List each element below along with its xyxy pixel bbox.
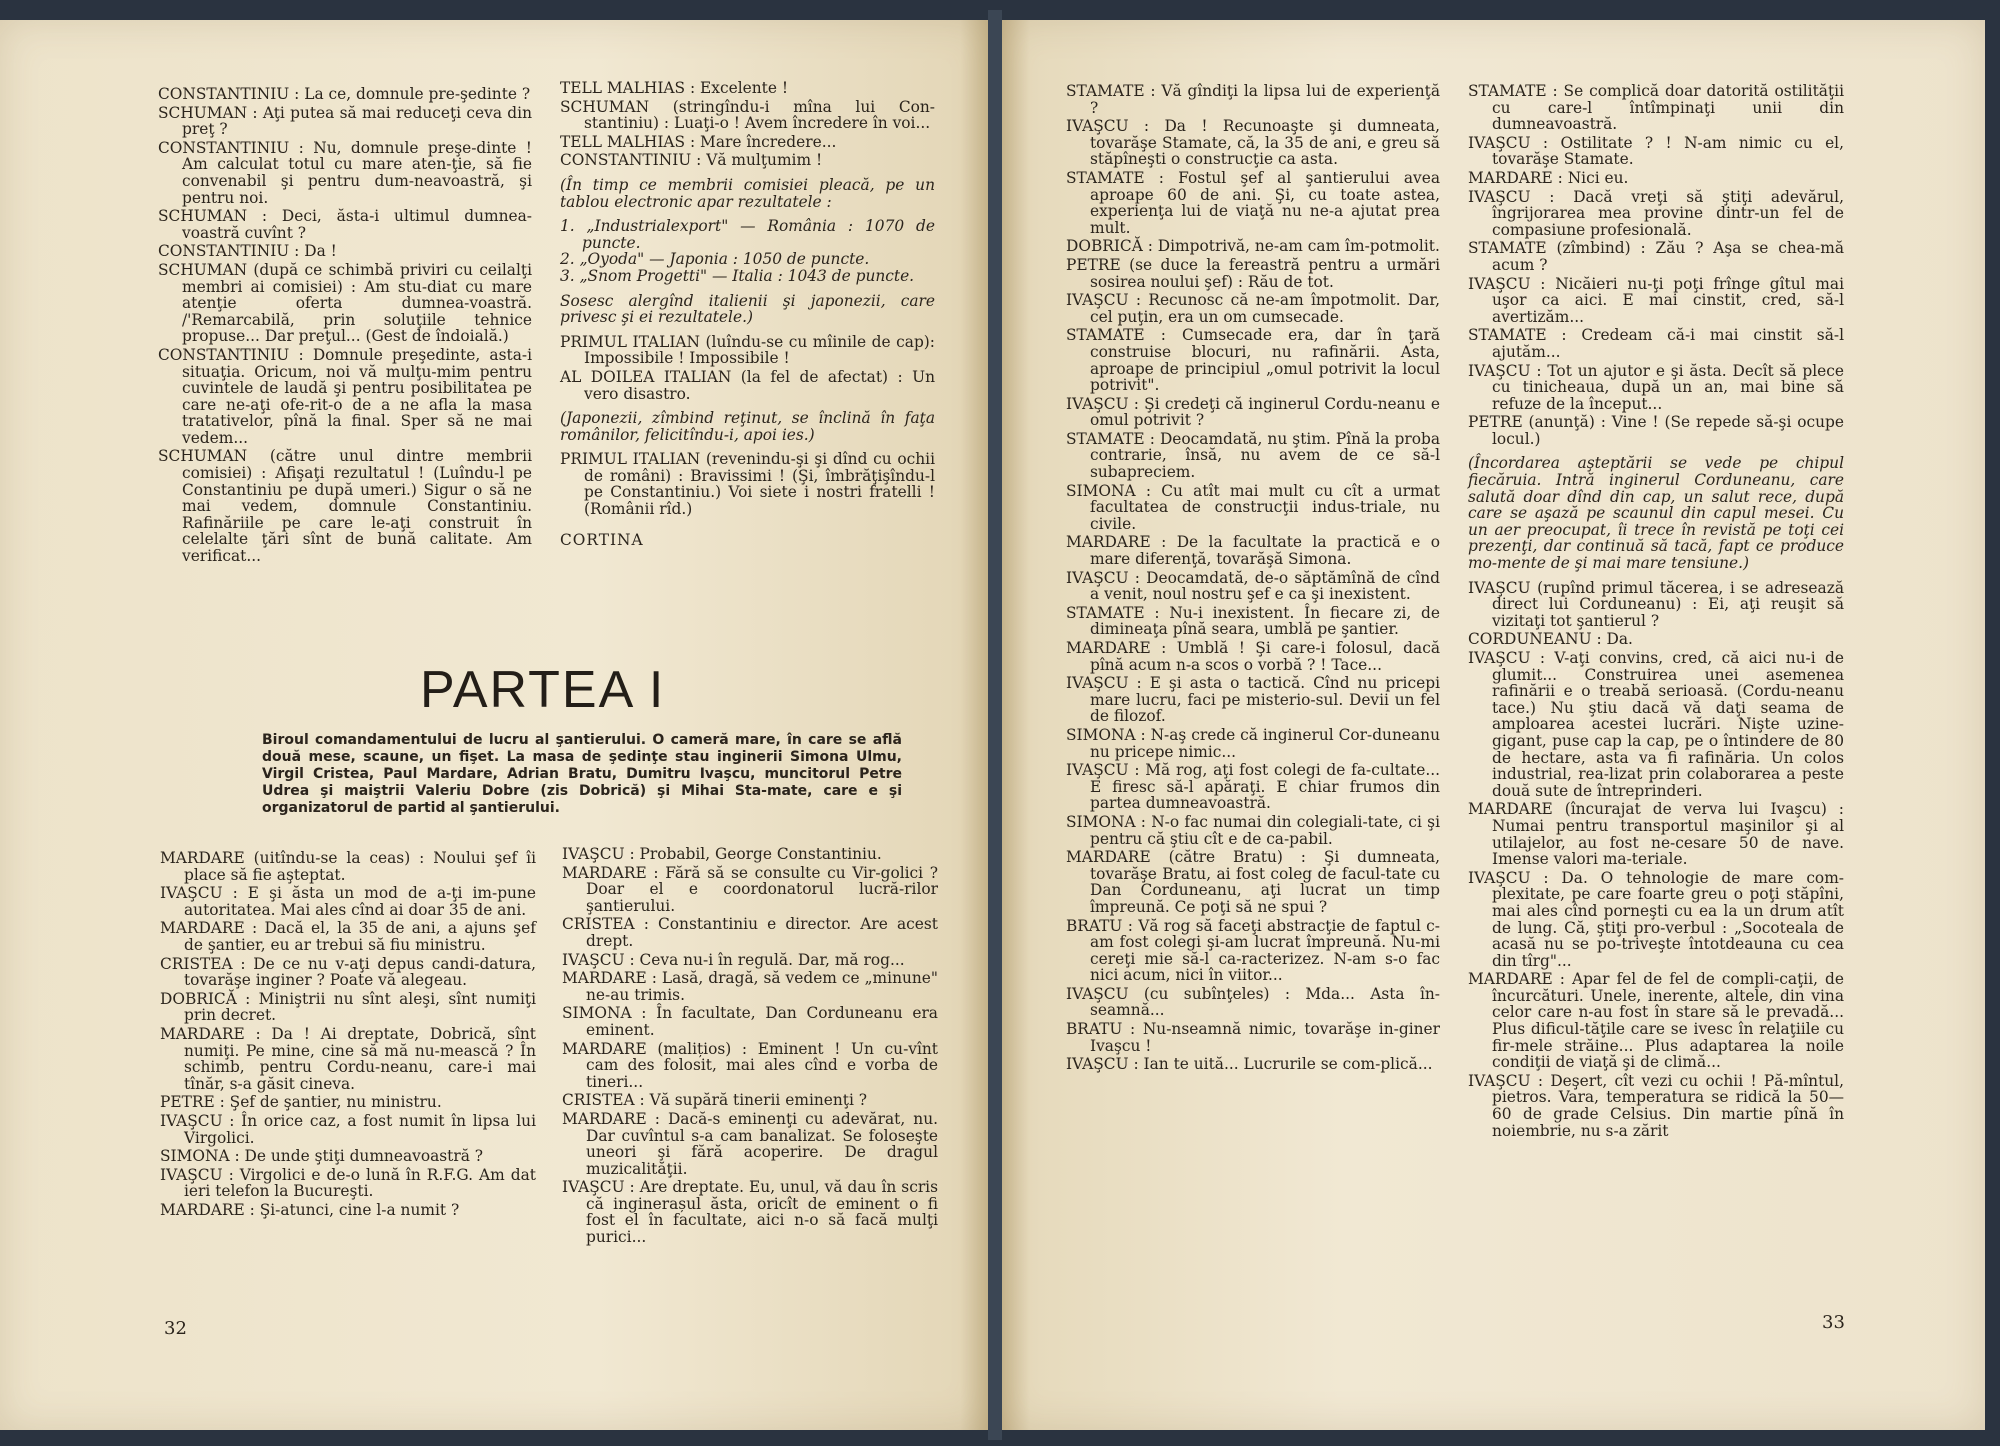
dialogue-line: SCHUMAN (stringîndu-i mîna lui Con-stantiniu) : Luaţi-o ! Avem încredere în voi... [560, 97, 935, 133]
dialogue-line: STAMATE : Vă gîndiţi la lipsa lui de experienţă ? [1066, 82, 1440, 117]
dialogue-line: IVAŞCU : Are dreptate. Eu, unul, vă dau în scris că inginerașul ăsta, oricît de eminent o fi fost el în facultate, aici n-o să facă mulţi purici... [562, 1178, 938, 1247]
dialogue-line: IVAŞCU : Ian te uită... Lucrurile se com-plică... [1066, 1055, 1433, 1074]
dialogue-line: SCHUMAN (după ce schimbă priviri cu ceilalţi membri ai comisiei) : Am stu-diat cu mare atenţie oferta dumnea-voastră. /'Remarcabilă, prin soluţiile tehnice propuse... Dar preţul... (Gest de îndoială.) [158, 260, 532, 346]
dialogue-line: MARDARE (uitîndu-se la ceas) : Noului şef îi place să fie aşteptat. [160, 849, 536, 884]
dialogue-line: IVAŞCU : Da ! Recunoaşte şi dumneata, tovarăşe Stamate, că, la 35 de ani, e greu să stăpîneşti o construcţie ca asta. [1066, 117, 1440, 169]
dialogue-line: PETRE : Şef de şantier, nu ministru. [160, 1093, 442, 1112]
dialogue-line: IVAŞCU : Şi credeţi că inginerul Cordu-neanu e omul potrivit ? [1066, 394, 1440, 430]
dialogue-line: CONSTANTINIU : La ce, domnule pre-şedinte ? [158, 85, 531, 103]
dialogue-line: SIMONA : N-aş crede că inginerul Cor-duneanu nu pricepe nimic... [1066, 725, 1440, 761]
dialogue-line: SIMONA : N-o fac numai din colegiali-tate, ci şi pentru că ştiu cît e de ca-pabil. [1066, 812, 1440, 848]
dialogue-line: IVAŞCU : Mă rog, aţi fost colegi de fa-cultate... E firesc să-l apăraţi. E chiar frumos din partea dumneavoastră. [1066, 761, 1440, 813]
dialogue-line: CRISTEA : Constantiniu e director. Are acest drept. [562, 915, 938, 950]
dialogue-line: SCHUMAN : Aţi putea să mai reduceţi ceva din preţ ? [158, 103, 532, 139]
dialogue-line: STAMATE (zîmbind) : Zău ? Aşa se chea-mă acum ? [1468, 239, 1844, 274]
dialogue-line: IVAŞCU : Probabil, George Constantiniu. [562, 845, 882, 863]
book-gutter [988, 10, 1002, 1440]
dialogue-line: PRIMUL ITALIAN (luîndu-se cu mîinile de cap): Impossibile ! Impossibile ! [560, 332, 935, 368]
dialogue-line: STAMATE : Credeam că-i mai cinstit să-l ajutăm... [1468, 326, 1844, 361]
dialogue-line: IVAŞCU : Nicăieri nu-ţi poţi frînge gîtul mai uşor ca aici. E mai cinstit, cred, să-l avertizăm... [1468, 274, 1844, 326]
dialogue-line: IVAŞCU : E şi asta o tactică. Cînd nu pricepi mare lucru, faci pe misterio-sul. Devii un fel de filozof. [1066, 674, 1440, 726]
dialogue-line: IVAŞCU : Virgolici e de-o lună în R.F.G. Am dat ieri telefon la Bucureşti. [160, 1165, 536, 1201]
dialogue-line: MARDARE (către Bratu) : Şi dumneata, tovarăşe Bratu, ai fost coleg de facul-tate cu Dan Corduneanu, aţi lucrat un timp împreună. Ce poţi să ne spui ? [1066, 848, 1440, 916]
page-number-right: 33 [1822, 1312, 1845, 1333]
dialogue-line: MARDARE : De la facultate la practică e o mare diferenţă, tovarăşă Simona. [1066, 533, 1440, 569]
dialogue-line: IVAŞCU : Recunosc că ne-am împotmolit. Dar, cel puţin, era un om cumsecade. [1066, 291, 1440, 326]
dialogue-line: CONSTANTINIU : Nu, domnule preşe-dinte ! Am calculat totul cu mare aten-ţie, să fie convenabil şi pentru dum-neavoastră, şi pentru noi. [158, 138, 532, 207]
dialogue-line: CONSTANTINIU : Vă mulţumim ! [560, 151, 823, 170]
left-column-3 [160, 850, 536, 1220]
dialogue-line: MARDARE (malițios) : Eminent ! Un cu-vînt cam des folosit, mai ales cînd e vorba de tineri... [562, 1039, 938, 1091]
result-list-item: 1. „Industrialexport" — România : 1070 de puncte. [560, 217, 935, 252]
dialogue-line: STAMATE : Fostul şef al şantierului avea aproape 60 de ani. Şi, cu toate astea, experienţa lui de viaţă nu ne-a ajutat prea mult. [1066, 168, 1440, 237]
dialogue-line: SIMONA : În facultate, Dan Corduneanu era eminent. [562, 1004, 938, 1039]
dialogue-line: BRATU : Vă rog să faceţi abstracţie de faptul c-am fost colegi şi-am lucrat împreună. Nu-mi cereţi mie să-l ca-racterizez. N-am s-o fac nici acum, nici în viitor... [1066, 916, 1440, 985]
dialogue-line: IVAŞCU (cu subînţeles) : Mda... Asta în-seamnă... [1066, 984, 1440, 1020]
dialogue-line: SCHUMAN (către unul dintre membrii comisiei) : Afişaţi rezultatul ! (Luîndu-l pe Constantiniu pe după umeri.) Sigur o să ne mai vedem, domnule Constantiniu. Rafinăriile pe care le-aţi construit în celelalte ţări sînt de bună calitate. Am verificat... [158, 447, 532, 566]
left-column-2 [560, 80, 935, 550]
dialogue-line: PETRE (anunţă) : Vine ! (Se repede să-şi ocupe locul.) [1468, 413, 1844, 448]
dialogue-line: IVAŞCU : Ostilitate ? ! N-am nimic cu el, tovarăşe Stamate. [1468, 133, 1844, 169]
dialogue-line: MARDARE : Nici eu. [1468, 168, 1629, 187]
dialogue-line: STAMATE : Deocamdată, nu ştim. Pînă la proba contrarie, însă, nu avem de ce să-l subapreciem. [1066, 429, 1440, 482]
dialogue-line: TELL MALHIAS : Mare încredere... [560, 132, 837, 151]
dialogue-line: MARDARE : Apar fel de fel de compli-caţii, de încurcături. Unele, inerente, altele, din vina celor care n-au fost în stare să le prevadă... Plus dificul-tăţile care se ivesc în relaţiile cu fir-mele străine... Plus adaptarea la noile condiţii de viaţă şi de climă... [1468, 970, 1844, 1072]
dialogue-line: SCHUMAN : Deci, ăsta-i ultimul dumnea-voastră cuvînt ? [158, 207, 532, 242]
dialogue-line: PRIMUL ITALIAN (revenindu-şi şi dînd cu ochii de români) : Bravissimi ! (Şi, îmbrăţişîndu-l pe Constantiniu.) Voi siete i nostri fratelli ! (Românii rîd.) [560, 450, 935, 519]
dialogue-line: SIMONA : De unde ştiţi dumneavoastră ? [160, 1147, 484, 1166]
dialogue-line: MARDARE : Dacă-s eminenţi cu adevărat, nu. Dar cuvîntul s-a cam banalizat. Se foloseşte uneori şi fără acoperire. De dragul muzicalităţii. [562, 1109, 938, 1178]
right-column-2 [1468, 83, 1844, 1141]
dialogue-line: MARDARE : Dacă el, la 35 de ani, a ajuns şef de şantier, eu ar trebui să fiu ministru. [160, 919, 536, 954]
result-list-item: 2. „Oyoda" — Japonia : 1050 de puncte. [560, 250, 870, 269]
dialogue-line: IVAŞCU : Deşert, cît vezi cu ochii ! Pă-mîntul, pietros. Vara, temperatura se ridică la 50—60 de grade Celsius. Din martie pînă în noiembrie, nu s-a zărit [1468, 1071, 1844, 1140]
right-column-1 [1066, 83, 1440, 1075]
dialogue-line: MARDARE : Fără să se consulte cu Vir-golici ? Doar el e coordonatorul lucră-rilor şantierului. [562, 863, 938, 915]
dialogue-line: MARDARE : Lasă, dragă, să vedem ce „minune" ne-au trimis. [562, 969, 938, 1004]
dialogue-line: MARDARE : Şi-atunci, cine l-a numit ? [160, 1200, 460, 1219]
dialogue-line: MARDARE : Umblă ! Şi care-i folosul, dacă pînă acum n-a scos o vorbă ? ! Tace... [1066, 639, 1440, 674]
stage-direction: Sosesc alergînd italienii şi japonezii, care privesc şi ei rezultatele.) [560, 291, 935, 327]
left-column-1 [158, 86, 532, 567]
dialogue-line: IVAŞCU : În orice caz, a fost numit în lipsa lui Virgolici. [160, 1111, 536, 1147]
page-number-left: 32 [164, 1318, 187, 1339]
dialogue-line: IVAŞCU : Deocamdată, de-o săptămînă de cînd a venit, noul nostru şef e ca şi inexistent. [1066, 568, 1440, 604]
dialogue-line: IVAŞCU (rupînd primul tăcerea, i se adresează direct lui Corduneanu) : Ei, aţi reuşit să vizitaţi tot şantierul ? [1468, 578, 1844, 630]
dialogue-line: CRISTEA : De ce nu v-aţi depus candi-datura, tovarăşe inginer ? Poate vă alegeau. [160, 954, 536, 990]
dialogue-line: IVAŞCU : Tot un ajutor e şi ăsta. Decît să plece cu tinicheaua, după un an, mai bine să refuze de la început... [1468, 361, 1844, 413]
result-list-item: 3. „Snom Progetti" — Italia : 1043 de puncte. [560, 266, 915, 285]
dialogue-line: DOBRICĂ : Miniştrii nu sînt aleşi, sînt numiţi prin decret. [160, 989, 536, 1025]
dialogue-line: AL DOILEA ITALIAN (la fel de afectat) : Un vero disastro. [560, 367, 935, 403]
dialogue-line: SIMONA : Cu atît mai mult cu cît a urmat facultatea de construcţii indus-triale, nu civile. [1066, 481, 1440, 533]
dialogue-line: CORDUNEANU : Da. [1468, 630, 1633, 649]
left-column-4 [562, 846, 938, 1248]
dialogue-line: STAMATE : Nu-i inexistent. În fiecare zi, de dimineaţa pînă seara, umblă pe şantier. [1066, 603, 1440, 639]
curtain-line: CORTINA [560, 530, 644, 549]
dialogue-line: IVAŞCU : Dacă vreţi să ştiţi adevărul, îngrijorarea mea provine dintr-un fel de compasiune profesională. [1468, 187, 1844, 239]
dialogue-line: IVAŞCU : E şi ăsta un mod de a-ţi im-pune autoritatea. Mai ales cînd ai doar 35 de ani. [160, 884, 536, 919]
dialogue-line: IVAŞCU : V-aţi convins, cred, că aici nu-i de glumit... Construirea unei asemenea rafinării e o treabă serioasă. (Cordu-neanu tace.) Nu ştiu dacă vă daţi seama de amploarea acestei lucrări. Nişte uzine-gigant, puse cap la cap, pe o întindere de 80 de hectare, asta va fi rafinăria. Un colos industrial, rea-lizat prin colaborarea a peste două sute de întreprinderi. [1468, 649, 1844, 800]
dialogue-line: PETRE (se duce la fereastră pentru a urmări sosirea noului şef) : Rău de tot. [1066, 255, 1440, 291]
dialogue-line: IVAŞCU : Ceva nu-i în regulă. Dar, mă rog... [562, 950, 905, 969]
dialogue-line: MARDARE (încurajat de verva lui Ivaşcu) : Numai pentru transportul maşinilor şi al utilajelor, au fost ne-cesare 50 de nave. Imense valori ma-teriale. [1468, 800, 1844, 869]
stage-direction: (În timp ce membrii comisiei pleacă, pe un tablou electronic apar rezultatele : [560, 175, 935, 211]
dialogue-line: CRISTEA : Vă supără tinerii eminenţi ? [562, 1091, 868, 1110]
dialogue-line: IVAŞCU : Da. O tehnologie de mare com-plexitate, pe care foarte greu o poţi stăpîni, mai ales cînd porneşti cu ea la un drum atît de lung. Că, ştiţi pro-verbul : „Socoteala de acasă nu se po-triveşte întotdeauna cu cea din tîrg"... [1468, 868, 1844, 970]
dialogue-line: BRATU : Nu-nseamnă nimic, tovarăşe in-giner Ivaşcu ! [1066, 1020, 1440, 1055]
dialogue-line: DOBRICĂ : Dimpotrivă, ne-am cam îm-potmolit. [1066, 237, 1440, 256]
part-title: PARTEA I [420, 661, 666, 719]
dialogue-line: STAMATE : Se complică doar datorită ostilităţii cu care-l întîmpinaţi unii din dumneavoastră. [1468, 82, 1844, 134]
dialogue-line: CONSTANTINIU : Da ! [158, 242, 337, 261]
dialogue-line: STAMATE : Cumsecade era, dar în ţară construise blocuri, nu rafinării. Asta, aproape de principiul „omul potrivit la locul potrivit". [1066, 326, 1440, 395]
stage-direction: (Încordarea aşteptării se vede pe chipul fiecăruia. Intră inginerul Corduneanu, care salută doar dînd din cap, un salut rece, după care se aşază pe scaunul din capul mesei. Cu un aer preocupat, îi trece în revistă pe toţi cei prezenţi, dar continuă să tacă, fapt ce produce mo-mente de şi mai mare tensiune.) [1468, 454, 1844, 573]
dialogue-line: TELL MALHIAS : Excelente ! [560, 79, 789, 97]
dialogue-line: MARDARE : Da ! Ai dreptate, Dobrică, sînt numiţi. Pe mine, cine să mă nu-mească ? În schimb, pentru Cordu-neanu, care-i mai tînăr, s-a găsit cineva. [160, 1024, 536, 1093]
dialogue-line: CONSTANTINIU : Domnule preşedinte, asta-i situaţia. Oricum, noi vă mulţu-mim pentru cuvintele de laudă şi pentru posibilitatea pe care ne-aţi ofe-rit-o de a ne afla la masa tratativelor, pînă la final. Sper să ne mai vedem... [158, 345, 532, 447]
stage-direction: (Japonezii, zîmbind reţinut, se înclină în faţa românilor, felicitîndu-i, apoi ies.) [560, 409, 935, 444]
scene-description: Biroul comandamentului de lucru al şantierului. O cameră mare, în care se află două mese, scaune, un fişet. La masa de şedinţe stau inginerii Simona Ulmu, Virgil Cristea, Paul Mardare, Adrian Bratu, Dumitru Ivaşcu, muncitorul Petre Udrea şi maiştrii Valeriu Dobre (zis Dobrică) şi Mihai Sta-mate, care e şi organizatorul de partid al şantierului. [262, 732, 902, 816]
